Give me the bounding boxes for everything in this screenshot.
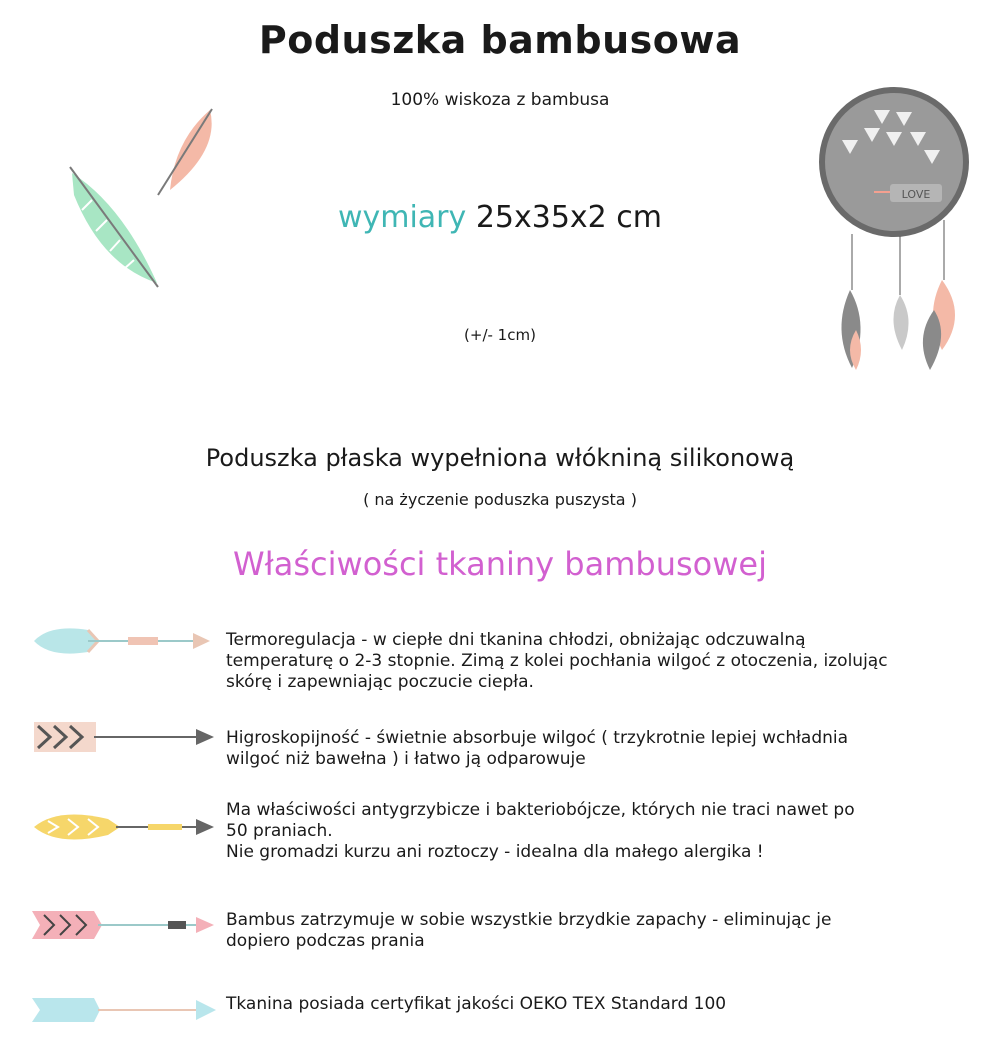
dreamcatcher-icon — [812, 80, 972, 380]
arrow-pink-icon — [28, 905, 218, 945]
arrow-yellow-icon — [28, 805, 218, 849]
arrow-light-blue-icon — [28, 990, 218, 1030]
property-text-thermoregulation: Termoregulacja - w ciepłe dni tkanina chłodzi, obniżając odczuwalną temperaturę o 2-3 stopnie. Zimą z kolei pochłania wilgoć z otoczenia, izolując skórę i zapewniając poczucie ciepła. — [226, 630, 888, 692]
properties-heading: Właściwości tkaniny bambusowej — [233, 545, 767, 583]
dreamcatcher-label: LOVE — [901, 188, 931, 201]
property-text-hygroscopicity: Higroskopijność - świetnie absorbuje wilgoć ( trzykrotnie lepiej wchładnia wilgoć niż bawełna ) i łatwo ją odparowuje — [226, 728, 849, 769]
dimensions-label: wymiary — [337, 200, 467, 235]
feather-peach-icon — [150, 105, 220, 200]
page-subtitle: 100% wiskoza z bambusa — [390, 90, 610, 110]
filling-note: ( na życzenie poduszka puszysta ) — [363, 490, 637, 509]
property-text-certificate: Tkanina posiada certyfikat jakości OEKO TEX Standard 100 — [226, 994, 727, 1014]
property-text-odors: Bambus zatrzymuje w sobie wszystkie brzydkie zapachy - eliminując je dopiero podczas prania — [226, 910, 832, 951]
filling-description: Poduszka płaska wypełniona włókniną silikonową — [205, 444, 795, 472]
page-title: Poduszka bambusowa — [258, 18, 742, 62]
tolerance-note: (+/- 1cm) — [464, 326, 536, 344]
arrow-teal-icon — [28, 620, 213, 662]
arrow-chevron-icon — [28, 718, 218, 756]
property-text-antibacterial: Ma właściwości antygrzybicze i bakteriobójcze, których nie traci nawet po 50 praniach. Nie gromadzi kurzu ani roztoczy - idealna dla małego alergika ! — [226, 800, 855, 862]
dimensions-value: 25x35x2 cm — [475, 200, 663, 235]
